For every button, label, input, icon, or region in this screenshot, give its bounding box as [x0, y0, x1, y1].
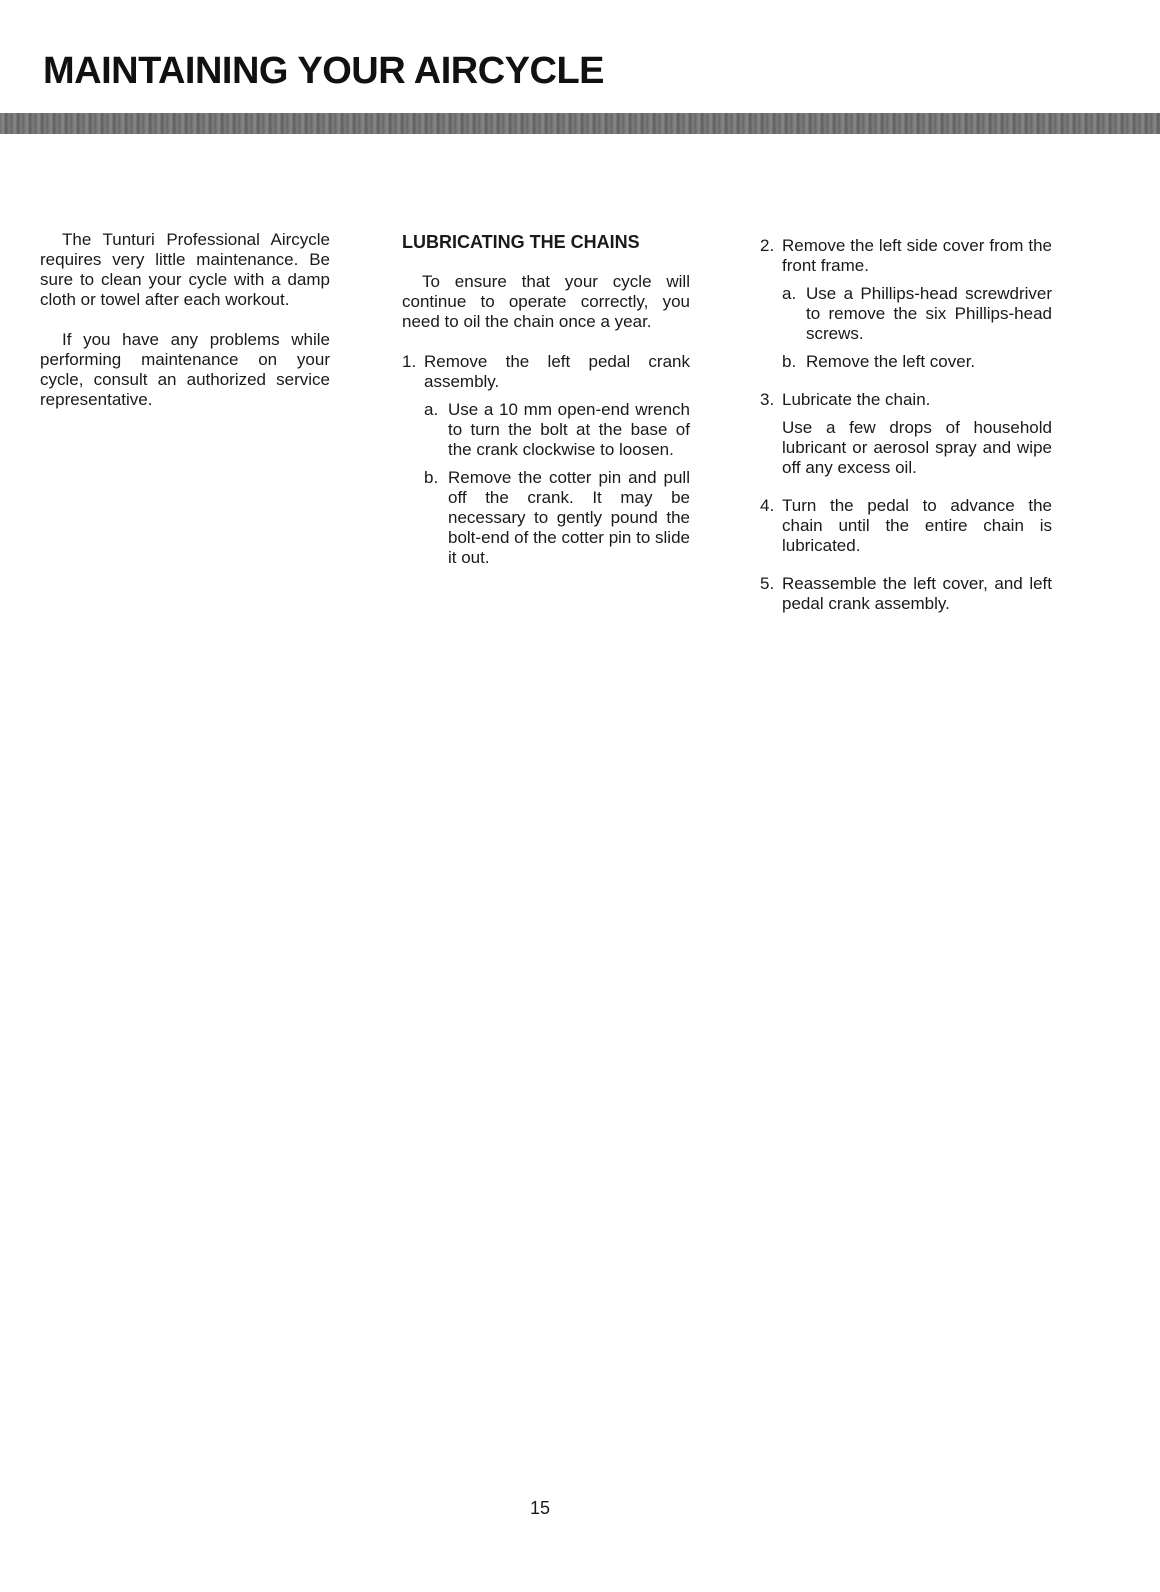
title-rule [0, 113, 1160, 134]
step-number: 1. [402, 352, 417, 371]
substeps-list [424, 400, 690, 568]
substep-letter: a. [782, 284, 797, 303]
step-text: Remove the left pedal crank assembly. [424, 352, 690, 391]
step-text: Turn the pedal to advance the chain until the entire chain is lubricated. [782, 496, 1052, 555]
step-number: 4. [760, 496, 775, 515]
step-text: Lubricate the chain. [782, 390, 931, 409]
substep-text: Remove the left cover. [806, 352, 976, 371]
substep-text: Remove the cotter pin and pull off the crank. It may be necessary to gently pound the bolt-end of the cotter pin to slide it out. [448, 468, 690, 567]
substep-letter: b. [782, 352, 797, 371]
step-number: 2. [760, 236, 775, 255]
substep-1b [424, 468, 690, 568]
column-left [40, 230, 330, 430]
step-text: Reassemble the left cover, and left pedal crank assembly. [782, 574, 1052, 613]
substep-2a [782, 284, 1052, 344]
step-4 [760, 496, 1052, 556]
step-1 [402, 352, 690, 568]
service-paragraph: If you have any problems while performing maintenance on your cycle, consult an authorized service representative. [40, 330, 330, 409]
substep-letter: a. [424, 400, 439, 419]
steps-list [402, 352, 690, 568]
step-2 [760, 236, 1052, 372]
section-heading: LUBRICATING THE CHAINS [402, 232, 640, 252]
substep-text: Use a 10 mm open-end wrench to turn the bolt at the base of the crank clockwise to loosen. [448, 400, 690, 459]
step-number: 3. [760, 390, 775, 409]
intro-paragraph: The Tunturi Professional Aircycle requires very little maintenance. Be sure to clean your cycle with a damp cloth or towel after each workout. [40, 230, 330, 309]
step-text: Remove the left side cover from the front frame. [782, 236, 1052, 275]
substep-2b [782, 352, 1052, 372]
page-title: MAINTAINING YOUR AIRCYCLE [43, 50, 605, 92]
step-number: 5. [760, 574, 775, 593]
steps-list [760, 236, 1052, 614]
column-right [760, 236, 1052, 632]
step-3 [760, 390, 1052, 478]
substep-text: Use a Phillips-head screwdriver to remove the six Phillips-head screws. [806, 284, 1052, 343]
column-middle [402, 230, 690, 586]
substeps-list [782, 284, 1052, 372]
page-number: 15 [530, 1498, 551, 1518]
substep-1a [424, 400, 690, 460]
step-note: Use a few drops of household lubricant or aerosol spray and wipe off any excess oil. [782, 418, 1052, 477]
section-intro: To ensure that your cycle will continue to operate correctly, you need to oil the chain once a year. [402, 272, 690, 331]
step-5 [760, 574, 1052, 614]
substep-letter: b. [424, 468, 439, 487]
